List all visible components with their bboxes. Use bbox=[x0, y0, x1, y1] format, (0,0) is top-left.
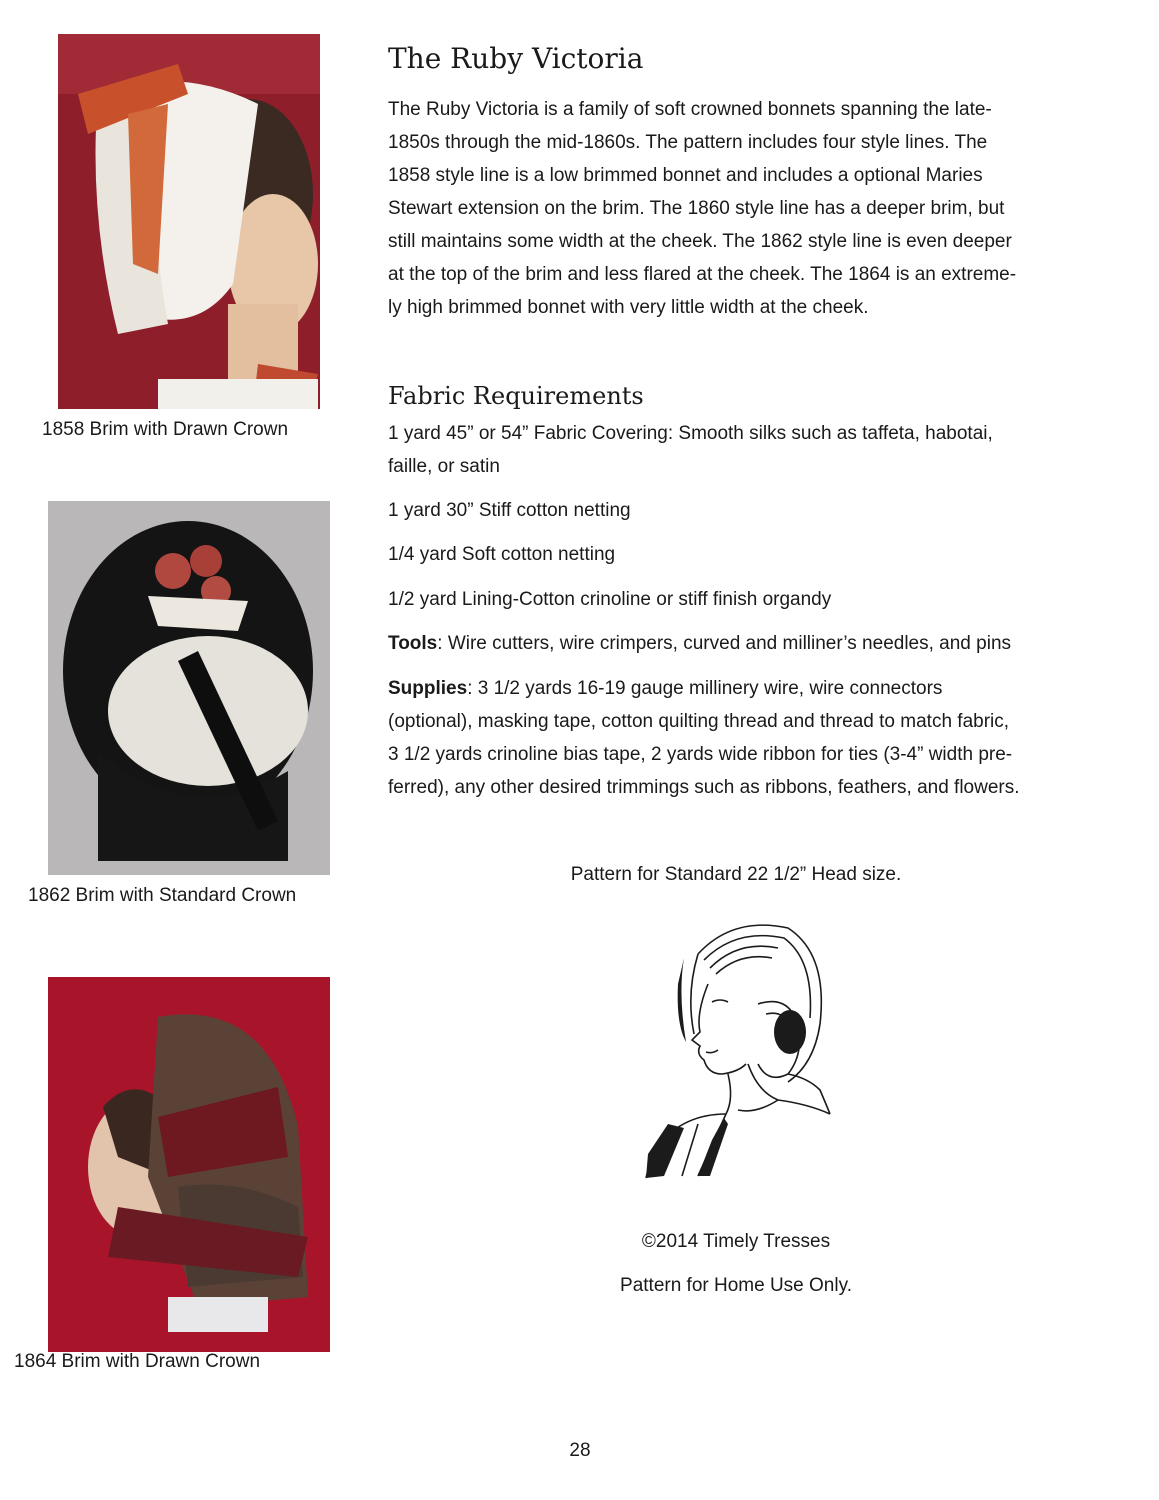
requirement-item: 1/4 yard Soft cotton netting bbox=[388, 544, 616, 565]
intro-line: The Ruby Victoria is a family of soft crowned bonnets spanning the late- bbox=[388, 99, 992, 120]
copyright-text: ©2014 Timely Tresses bbox=[641, 1231, 831, 1252]
requirement-line: 1 yard 45” or 54” Fabric Covering: Smooth silks such as taffeta, habotai, bbox=[388, 423, 993, 444]
tools-line bbox=[388, 627, 1108, 660]
supplies-paragraph bbox=[388, 672, 1108, 804]
intro-paragraph bbox=[388, 93, 1108, 324]
photo-caption: 1862 Brim with Standard Crown bbox=[28, 885, 297, 906]
supplies-line: (optional), masking tape, cotton quilting thread and thread to match fabric, bbox=[388, 711, 1010, 732]
requirement-line: faille, or satin bbox=[388, 456, 500, 477]
tools-label: Tools bbox=[388, 633, 438, 654]
intro-line: ly high brimmed bonnet with very little width at the cheek. bbox=[388, 297, 869, 318]
intro-line: Stewart extension on the brim. The 1860 style line has a deeper brim, but bbox=[388, 198, 1005, 219]
requirement-item: 1 yard 30” Stiff cotton netting bbox=[388, 500, 631, 521]
supplies-label: Supplies bbox=[388, 678, 468, 699]
intro-line: 1850s through the mid-1860s. The pattern includes four style lines. The bbox=[388, 132, 988, 153]
supplies-line: : 3 1/2 yards 16-19 gauge millinery wire, wire connectors bbox=[467, 678, 943, 699]
requirement-item bbox=[388, 417, 1108, 483]
page-number: 28 bbox=[569, 1440, 591, 1461]
supplies-line: ferred), any other desired trimmings such as ribbons, feathers, and flowers. bbox=[388, 777, 1020, 798]
page-title: The Ruby Victoria bbox=[388, 42, 644, 75]
bonnet-photo-1862 bbox=[48, 501, 330, 875]
supplies-line: 3 1/2 yards crinoline bias tape, 2 yards wide ribbon for ties (3-4” width pre- bbox=[388, 744, 1013, 765]
photo-caption: 1858 Brim with Drawn Crown bbox=[42, 419, 289, 440]
bonnet-photo-1864 bbox=[48, 977, 330, 1352]
requirement-item: 1/2 yard Lining-Cotton crinoline or stiff finish organdy bbox=[388, 589, 832, 610]
home-use-note: Pattern for Home Use Only. bbox=[620, 1275, 852, 1296]
photo-caption: 1864 Brim with Drawn Crown bbox=[14, 1351, 261, 1372]
tools-text: : Wire cutters, wire crimpers, curved and milliner’s needles, and pins bbox=[437, 633, 1012, 654]
intro-line: at the top of the brim and less flared at the cheek. The 1864 is an extreme- bbox=[388, 264, 1017, 285]
bonnet-photo-1858 bbox=[58, 34, 320, 409]
intro-line: 1858 style line is a low brimmed bonnet and includes a optional Maries bbox=[388, 165, 983, 186]
head-size-note: Pattern for Standard 22 1/2” Head size. bbox=[570, 864, 902, 885]
victorian-woman-bonnet-engraving bbox=[638, 914, 834, 1180]
intro-line: still maintains some width at the cheek. The 1862 style line is even deeper bbox=[388, 231, 1012, 252]
section-heading: Fabric Requirements bbox=[388, 382, 644, 410]
